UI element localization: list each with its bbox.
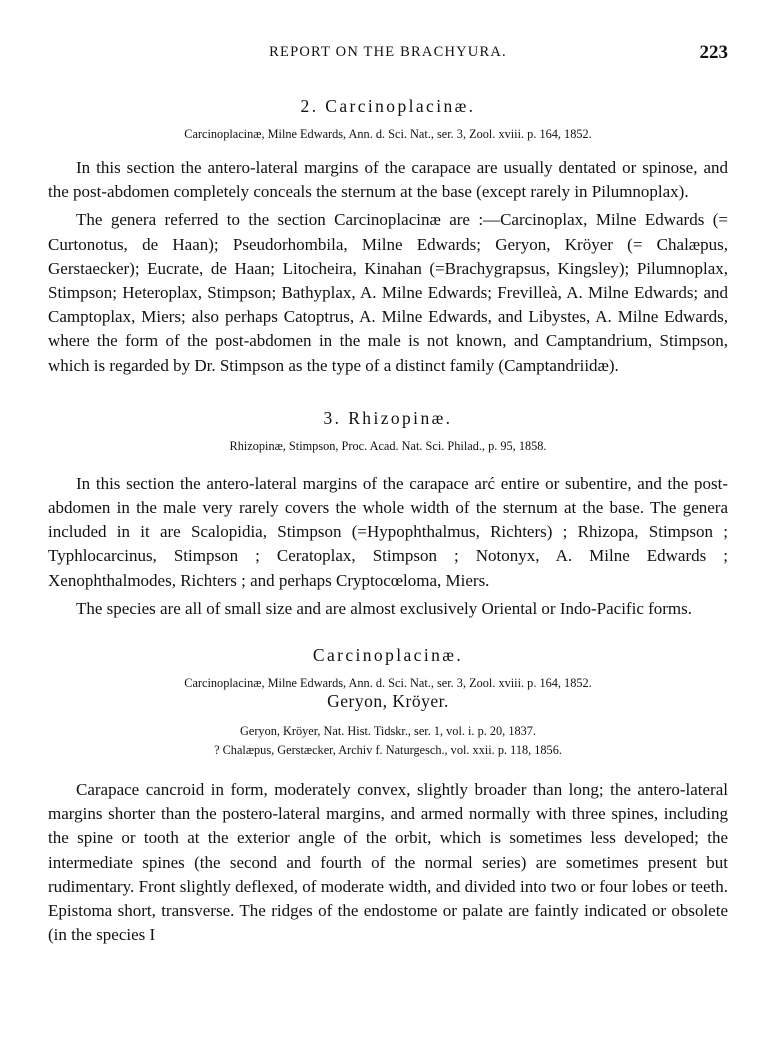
- paragraph-geryon-carapace: Carapace cancroid in form, moderately convex, slightly broader than long; the antero-lateral margins shorter than the postero-lateral margins, and armed normally with three spines, including the spine or tooth at the exterior angle of the orbit, which is sometimes less developed; the intermediate spines (the second and fourth of the normal series) are sometimes present but rudimentary. Front slightly deflexed, of moderate width, and divided into two or four lobes or teeth. Epistoma short, transverse. The ridges of the endostome or palate are faintly indicated or obsolete (in the species I: [48, 780, 728, 945]
- page-body: [48, 96, 728, 947]
- running-head: REPORT ON THE BRACHYURA.: [269, 44, 507, 60]
- paragraph-carcinoplacinae-genera: The genera referred to the section Carcinoplacinæ are :—Carcinoplax, Milne Edwards (= Curtonotus, de Haan); Pseudorhombila, Milne Edwards; Geryon, Kröyer (= Chalæpus, Gerstaecker); Eucrate, de Haan; Litocheira, Kinahan (=Brachygrapsus, Kingsley); Pilumnoplax, Stimpson; Heteroplax, Stimpson; Bathyplax, A. Milne Edwards; Frevilleà, A. Milne Edwards; and Camptoplax, Miers; also perhaps Catoptrus, A. Milne Edwards, and Libystes, A. Milne Edwards, where the form of the post-abdomen in the male is not known, and Camptandrium, Stimpson, which is regarded by Dr. Stimpson as the type of a distinct family (Camptandriidæ).: [48, 210, 728, 375]
- page-number: 223: [699, 42, 728, 63]
- citation-text: Carcinoplacinæ, Milne Edwards, Ann. d. Sci. Nat., ser. 3, Zool. xviii. p. 164, 1852.: [184, 127, 592, 141]
- page-header: [48, 44, 728, 68]
- section-heading-rhizopinae: 3. Rhizopinæ.: [323, 407, 453, 428]
- genus-heading-geryon: Geryon, Kröyer.: [327, 691, 449, 712]
- paragraph-rhizopinae-species: The species are all of small size and are almost exclusively Oriental or Indo-Pacific forms.: [76, 598, 693, 618]
- citation-geryon-2: ? Chalæpus, Gerstæcker, Archiv f. Naturgesch., vol. xxii. p. 118, 1856.: [214, 743, 562, 758]
- citation-rhizopinae: Rhizopinæ, Stimpson, Proc. Acad. Nat. Sci. Philad., p. 95, 1858.: [229, 438, 547, 453]
- citation-carcinoplacinae-2: [48, 127, 728, 142]
- paragraph-rhizopinae-margins: In this section the antero-lateral margins of the carapace arć entire or subentire, and the post-abdomen in the male very rarely covers the whole width of the sternum at the base. The genera included in it are Scalopidia, Stimpson (=Hypophthalmus, Richters) ; Rhizopa, Stimpson ; Typhlocarcinus, Stimpson ; Ceratoplax, Stimpson ; Notonyx, A. Milne Edwards ; Xenophthalmodes, Richters ; and perhaps Cryptocœloma, Miers.: [48, 473, 728, 590]
- citation-carcinoplacinae: Carcinoplacinæ, Milne Edwards, Ann. d. Sci. Nat., ser. 3, Zool. xviii. p. 164, 1852.: [184, 676, 592, 691]
- paragraph-carcinoplacinae-margins: In this section the antero-lateral margins of the carapace are usually dentated or spinose, and the post-abdomen completely conceals the sternum at the base (except rarely in Pilumnoplax).: [48, 158, 728, 202]
- section-heading-carcinoplacinae: Carcinoplacinæ.: [312, 645, 464, 666]
- section-heading-carcinoplacinae-2: 2. Carcinoplacinæ.: [300, 96, 476, 116]
- citation-geryon-1: Geryon, Kröyer, Nat. Hist. Tidskr., ser. 1, vol. i. p. 20, 1837.: [240, 724, 536, 739]
